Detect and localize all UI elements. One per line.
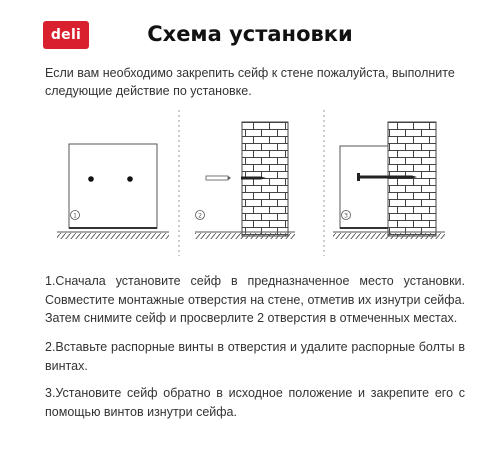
anchor-in-wall [388,176,412,179]
panel-3 [333,122,445,239]
step-3-text: 3.Установите сейф обратно в исходное положение и закрепите его с помощью винтов изнутри сейфа. [45,386,465,419]
step-2-text: 2.Вставьте распорные винты в отверстия и удалите распорные болты в винтах. [45,340,465,373]
page-title: Схема установки [147,22,353,46]
safe-front [69,144,157,228]
expansion-anchor [206,176,228,180]
step-1-text: 1.Сначала установите сейф в предназначенное место установки. Совместите монтажные отверстия на стене, отметив их изнутри сейфа. Затем снимите сейф и просверлите 2 отверстия в отмеченных местах. [45,274,465,325]
panel-2 [195,122,295,239]
mounting-hole-left [88,176,94,182]
floor-hatch [57,233,169,239]
step-marker-3-label: 3 [344,212,348,220]
panel-1 [57,144,169,239]
floor-hatch [333,233,445,239]
intro-text: Если вам необходимо закрепить сейф к стене пожалуйста, выполните следующие действие по установке. [45,66,455,98]
brick-wall [388,122,436,236]
floor-hatch [195,233,295,239]
screw-through-safe [360,176,388,179]
step-marker-1-label: 1 [73,212,77,220]
deli-logo: deli [43,21,89,49]
screw-in-wall [241,177,261,180]
mounting-hole-right [127,176,133,182]
installation-diagram [45,108,465,258]
step-marker-2-label: 2 [198,212,202,220]
